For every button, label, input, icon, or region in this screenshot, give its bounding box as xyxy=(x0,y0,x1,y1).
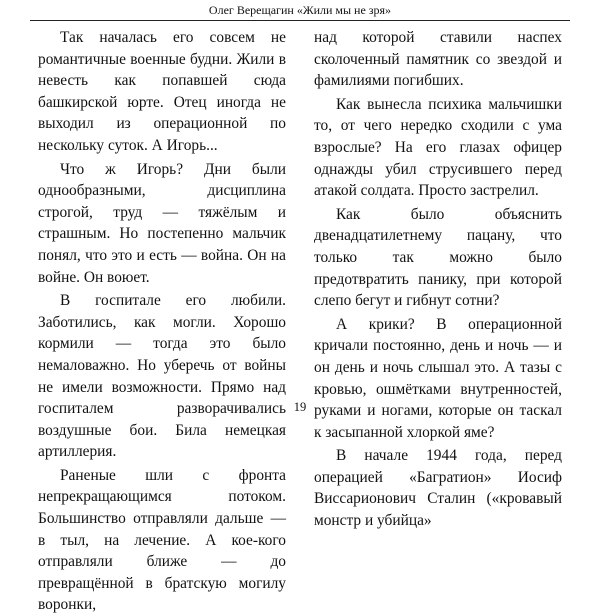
right-column xyxy=(314,27,562,532)
page-number: 19 xyxy=(293,400,307,414)
paragraph: Как было объяснить двенадцатилетнему пацану, что только так можно было предотвратить панику, при которой слепо бегут и гибнут сотни? xyxy=(314,205,562,310)
paragraph: В госпитале его любили. Заботились, как могли. Хорошо кормили — тогда это было немаловажно. Но уберечь от войны не имели возможности. Прямо над госпиталем разворачивались воздушные бои. Била немецкая артиллерия. xyxy=(38,292,286,461)
paragraph: Раненые шли с фронта непрекращающимся потоком. Большинство отправляли дальше — в тыл, на лечение. А кое-кого отправляли ближе — до превращённой в братскую могилу воронки, xyxy=(38,466,286,614)
running-header: Олег Верещагин «Жили мы не зря» xyxy=(208,3,392,17)
paragraph-continued: над которой ставили наспех сколоченный памятник со звездой и фамилиями погибших. xyxy=(314,29,562,90)
paragraph: А крики? В операционной кричали постоянно, день и ночь — и он день и ночь слышал это. А тазы с кровью, ошмётками внутренностей, руками и ногами, которые он таскал к засыпанной хлоркой яме? xyxy=(314,315,562,441)
paragraph: В начале 1944 года, перед операцией «Багратион» Иосиф Виссарионович Сталин («кровавый монстр и убийца» xyxy=(314,447,562,530)
left-column xyxy=(38,27,286,616)
paragraph: Так началась его совсем не романтичные военные будни. Жили в невесть как попавшей сюда башкирской юрте. Отец иногда не выходил из операционной по нескольку суток. А Игорь... xyxy=(38,29,286,154)
header-divider xyxy=(30,20,570,21)
paragraph: Как вынесла психика мальчишки то, от чего нередко сходили с ума взрослые? На его глазах офицер однажды убил струсившего перед атакой солдата. Просто застрелил. xyxy=(314,95,562,200)
paragraph: Что ж Игорь? Дни были однообразными, дисциплина строгой, труд — тяжёлым и страшным. Но постепенно мальчик понял, что это и есть — война. Он на войне. Он воюет. xyxy=(38,160,286,286)
